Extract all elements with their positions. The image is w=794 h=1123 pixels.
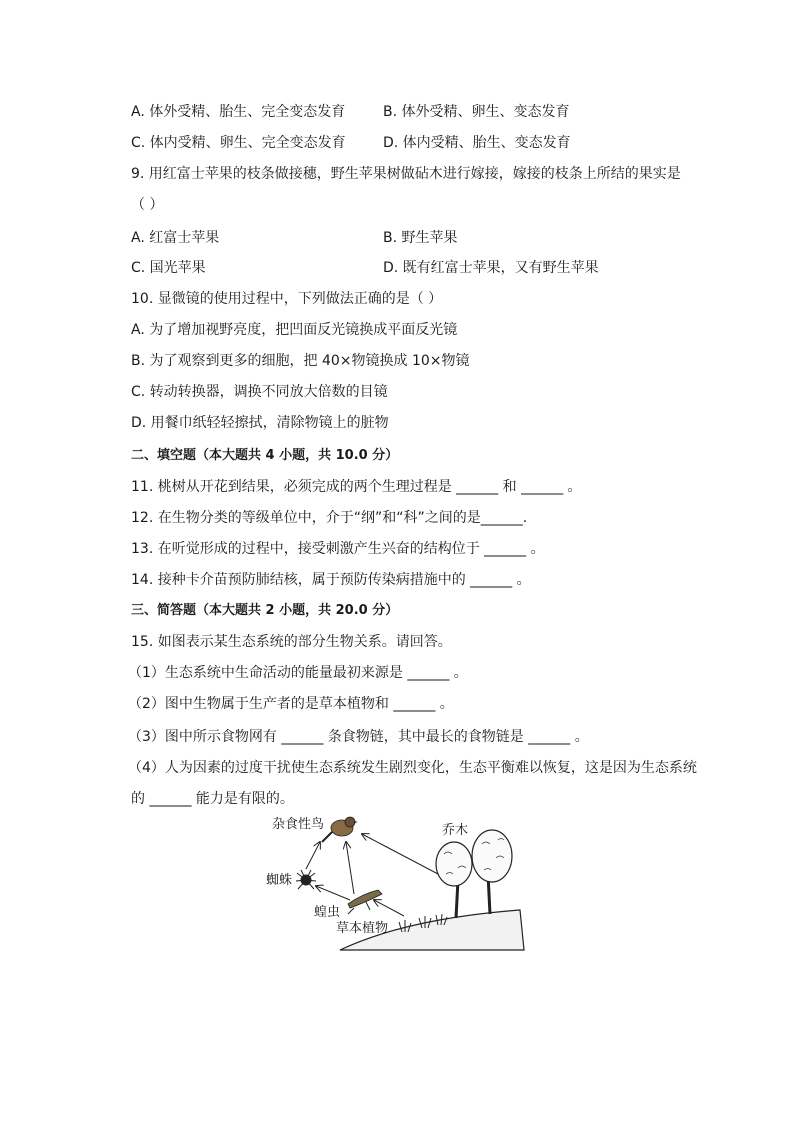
food-web-diagram bbox=[262, 812, 532, 954]
tree-icon bbox=[436, 830, 512, 918]
q10-option-d: D. 用餐巾纸轻轻擦拭，清除物镜上的脏物 bbox=[131, 415, 389, 431]
q10-option-c: C. 转动转换器，调换不同放大倍数的目镜 bbox=[131, 384, 388, 400]
q14: 14. 接种卡介苗预防肺结核，属于预防传染病措施中的 ______ 。 bbox=[131, 572, 531, 588]
q11: 11. 桃树从开花到结果，必须完成的两个生理过程是 ______ 和 ______ 。 bbox=[131, 479, 582, 495]
q15-sub3: （3）图中所示食物网有 ______ 条食物链，其中最长的食物链是 ______ 。 bbox=[128, 729, 589, 745]
q8-option-b: B. 体外受精、卵生、变态发育 bbox=[383, 104, 570, 120]
q9-answer-paren: （ ） bbox=[131, 197, 164, 213]
label-spider: 蜘蛛 bbox=[266, 873, 293, 888]
label-omnivorous-bird: 杂食性鸟 bbox=[272, 817, 325, 832]
q9-option-b: B. 野生苹果 bbox=[383, 230, 458, 246]
q9-stem: 9. 用红富士苹果的枝条做接穗，野生苹果树做砧木进行嫁接，嫁接的枝条上所结的果实是 bbox=[131, 166, 681, 182]
section-heading-fill-blank: 二、填空题（本大题共 4 小题，共 10.0 分） bbox=[131, 448, 399, 463]
q10-stem: 10. 显微镜的使用过程中，下列做法正确的是（ ） bbox=[131, 291, 443, 307]
q8-option-a: A. 体外受精、胎生、完全变态发育 bbox=[131, 104, 346, 120]
bird-icon bbox=[322, 817, 358, 842]
q9-option-d: D. 既有红富士苹果，又有野生苹果 bbox=[383, 260, 599, 276]
q15-sub2: （2）图中生物属于生产者的是草本植物和 ______ 。 bbox=[128, 696, 454, 712]
q15-sub4-cont: 的 ______ 能力是有限的。 bbox=[131, 791, 294, 807]
q10-option-b: B. 为了观察到更多的细胞，把 40×物镜换成 10×物镜 bbox=[131, 353, 470, 369]
q13: 13. 在听觉形成的过程中，接受刺激产生兴奋的结构位于 ______ 。 bbox=[131, 541, 545, 557]
spider-icon bbox=[296, 870, 316, 889]
q8-option-d: D. 体内受精、胎生、变态发育 bbox=[383, 135, 571, 151]
q15-sub1: （1）生态系统中生命活动的能量最初来源是 ______ 。 bbox=[128, 665, 468, 681]
q9-option-a: A. 红富士苹果 bbox=[131, 230, 220, 246]
label-herbaceous-plant: 草本植物 bbox=[336, 921, 389, 936]
label-tree: 乔木 bbox=[442, 823, 469, 838]
food-web-arrows bbox=[306, 834, 438, 916]
label-locust: 蝗虫 bbox=[314, 905, 341, 920]
section-heading-short-answer: 三、简答题（本大题共 2 小题，共 20.0 分） bbox=[131, 603, 399, 618]
q10-option-a: A. 为了增加视野亮度，把凹面反光镜换成平面反光镜 bbox=[131, 322, 458, 338]
q15-sub4: （4）人为因素的过度干扰使生态系统发生剧烈变化，生态平衡难以恢复，这是因为生态系统 bbox=[128, 760, 697, 776]
q9-option-c: C. 国光苹果 bbox=[131, 260, 206, 276]
q12: 12. 在生物分类的等级单位中，介于“纲”和“科”之间的是______. bbox=[131, 510, 528, 526]
q15-stem: 15. 如图表示某生态系统的部分生物关系。请回答。 bbox=[131, 634, 452, 650]
q8-option-c: C. 体内受精、卵生、完全变态发育 bbox=[131, 135, 346, 151]
